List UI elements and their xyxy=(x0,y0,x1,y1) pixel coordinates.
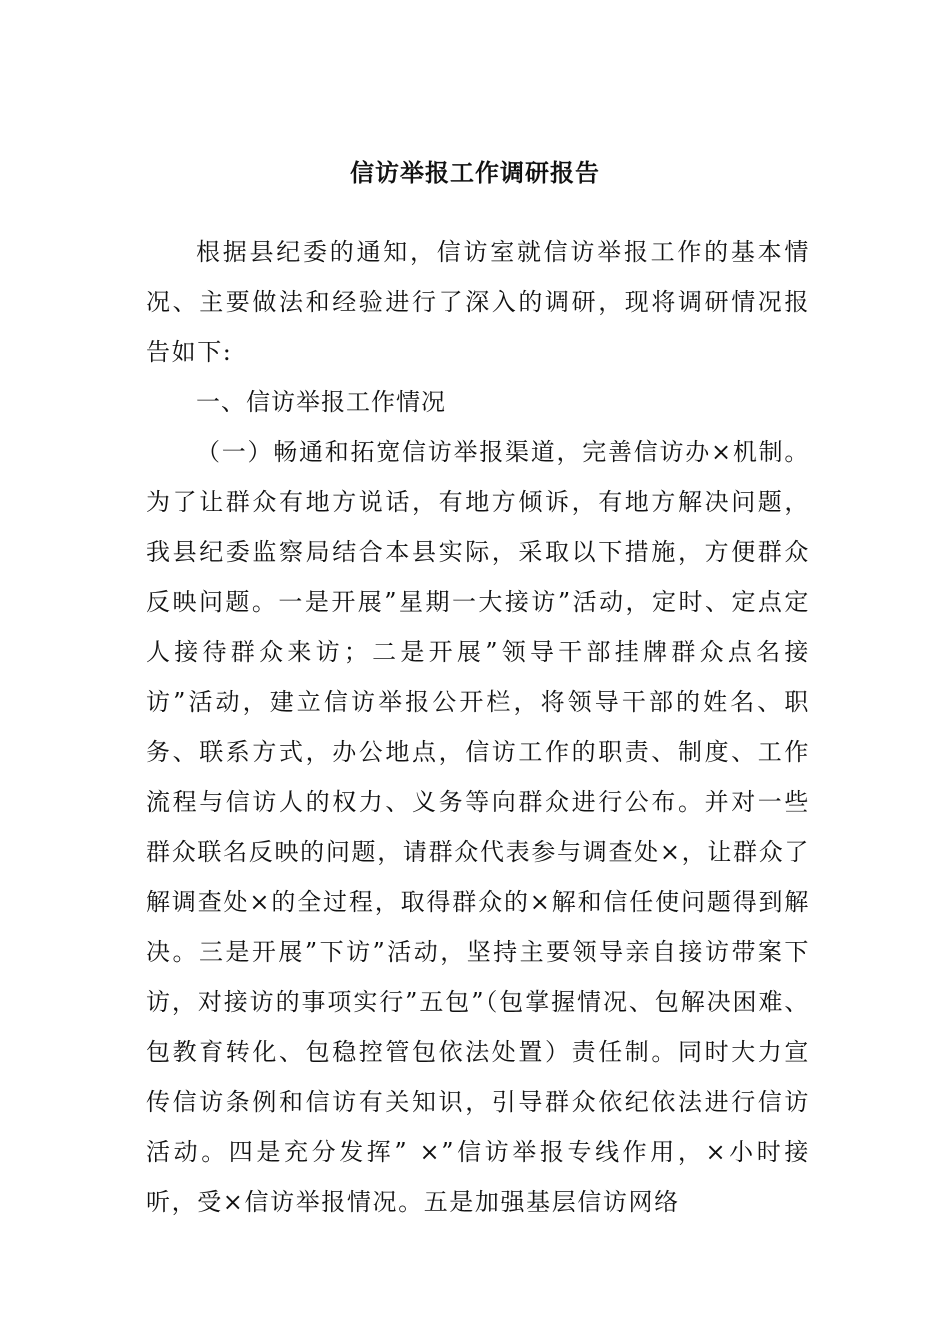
section-heading: 一、信访举报工作情况 xyxy=(196,388,446,416)
intro-paragraph: 根据县纪委的通知，信访室就信访举报工作的基本情况、主要做法和经验进行了深入的调研，现将调研情况报告如下: xyxy=(146,238,810,366)
section-paragraph: （一）畅通和拓宽信访举报渠道，完善信访办×机制。为了让群众有地方说话，有地方倾诉，有地方解决问题，我县纪委监察局结合本县实际，采取以下措施，方便群众反映问题。一是开展”星期一大接访”活动，定时、定点定人接待群众来访；二是开展”领导干部挂牌群众点名接访”活动，建立信访举报公开栏，将领导干部的姓名、职务、联系方式，办公地点，信访工作的职责、制度、工作流程与信访人的权力、义务等向群众进行公布。并对一些群众联名反映的问题，请群众代表参与调查处×，让群众了解调查处×的全过程，取得群众的×解和信任使问题得到解决。三是开展”下访”活动，坚持主要领导亲自接访带案下访，对接访的事项实行”五包”（包掌握情况、包解决困难、包教育转化、包稳控管包依法处置）责任制。同时大力宣传信访条例和信访有关知识，引导群众依纪依法进行信访活动。四是充分发挥” ×”信访举报专线作用，×小时接听，受×信访举报情况。五是加强基层信访网络 xyxy=(146,438,810,1216)
document-title: 信访举报工作调研报告 xyxy=(350,159,600,187)
document-body xyxy=(146,227,810,1227)
